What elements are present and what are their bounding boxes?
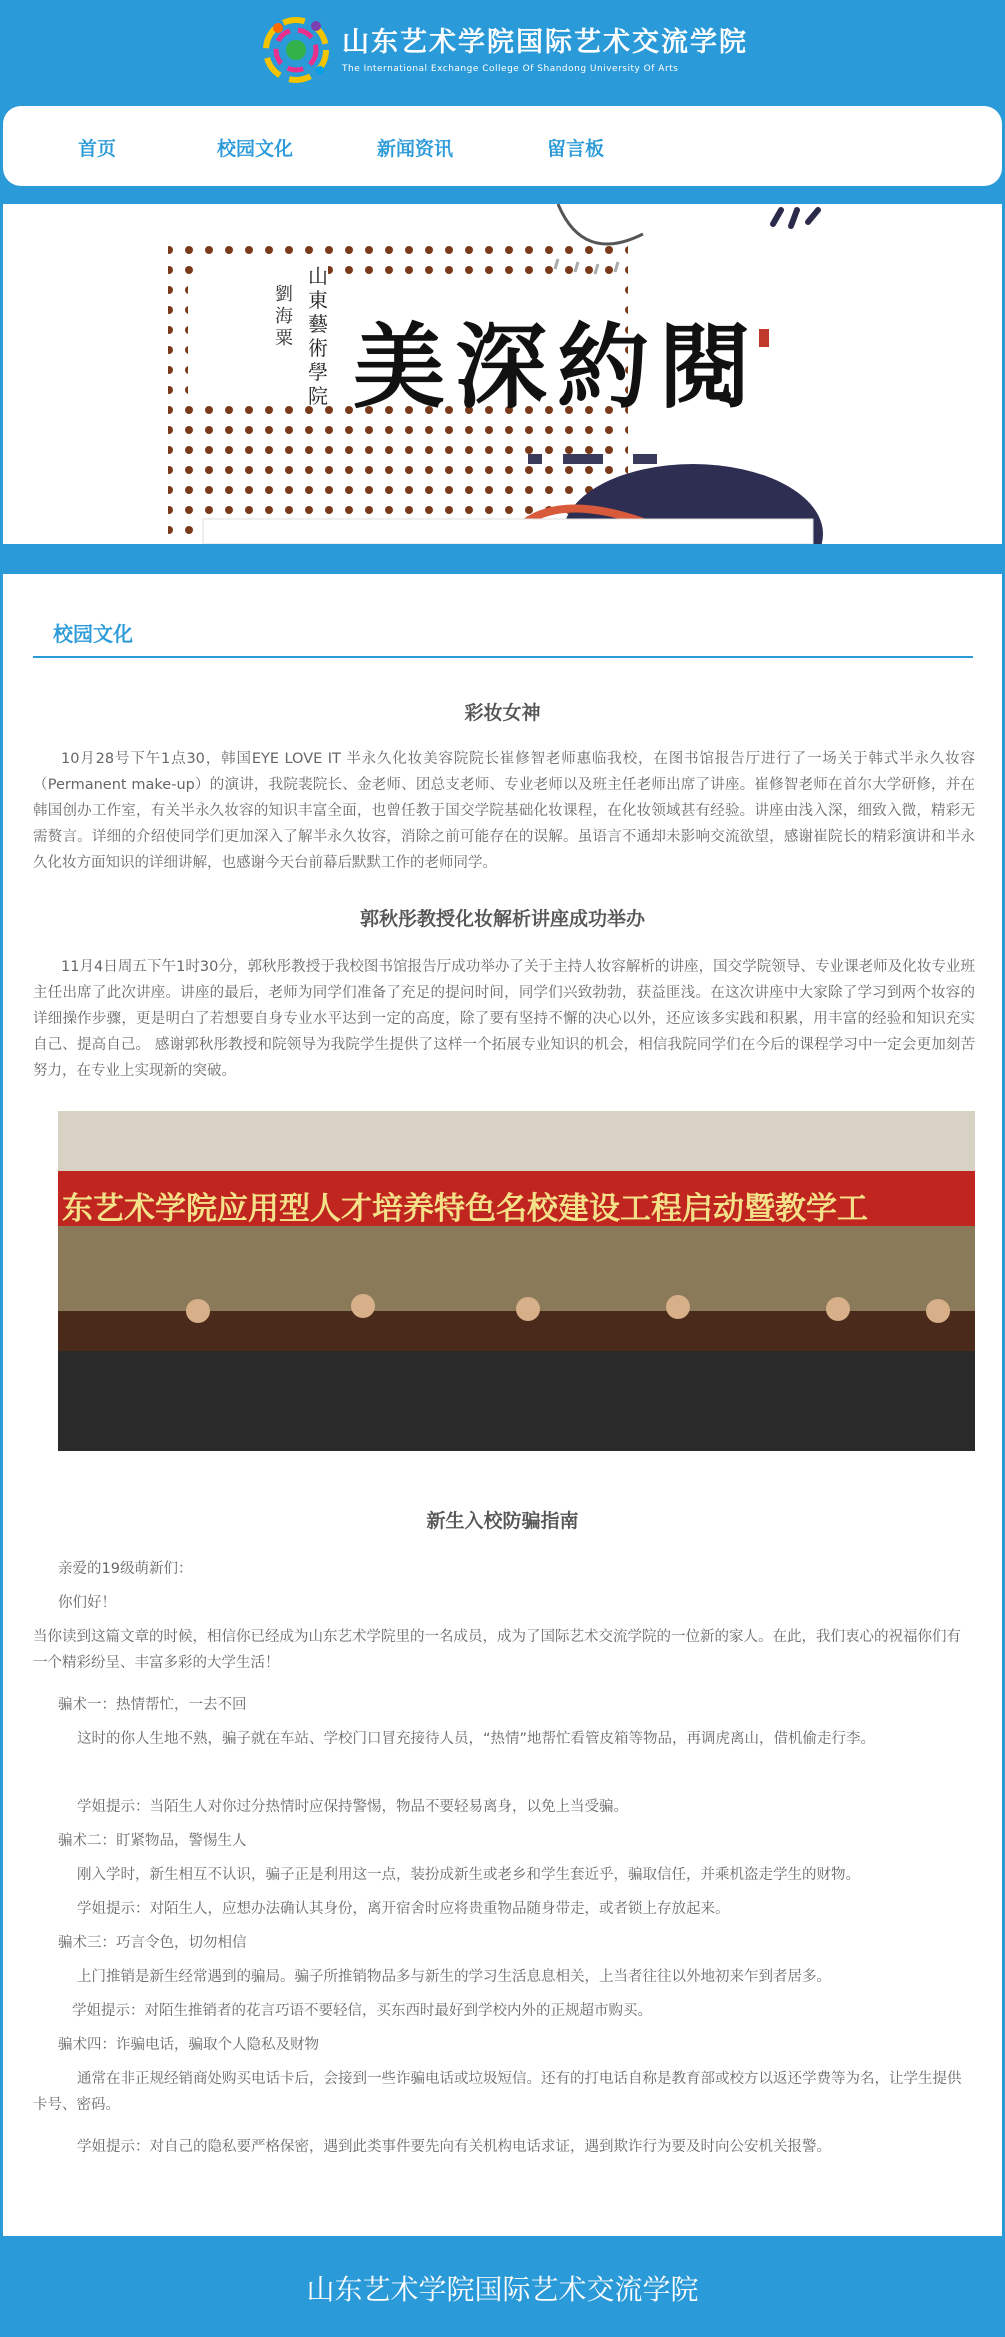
nav-message-board[interactable]: 留言板: [547, 138, 605, 160]
article-title: 新生入校防骗指南: [426, 1510, 579, 1532]
main-nav: [3, 106, 1002, 186]
article-line: 当你读到这篇文章的时候，相信你已经成为山东艺术学院里的一名成员，成为了国际艺术交流学院的一位新的家人。在此，我们衷心的祝福你们有一个精彩纷呈、丰富多彩的大学生活！: [33, 1629, 961, 1671]
article-line: 骗术四：诈骗电话，骗取个人隐私及财物: [58, 2037, 319, 2053]
site-title: 山东艺术学院国际艺术交流学院: [342, 27, 748, 58]
article-line: 你们好！: [58, 1595, 116, 1611]
section-title[interactable]: 校园文化: [53, 622, 133, 646]
banner-seal-text: 山東藝術學院: [308, 264, 328, 408]
site-header: [0, 0, 1005, 100]
banner-calligraphy: 美深約閱: [353, 313, 762, 421]
article-line: 这时的你人生地不熟，骗子就在车站、学校门口冒充接待人员，“热情”地帮忙看管皮箱等物品，再调虎离山，借机偷走行李。: [77, 1731, 876, 1747]
photo-banner-text: 东艺术学院应用型人才培养特色名校建设工程启动暨教学工: [62, 1191, 868, 1227]
article-line: 学姐提示：对自己的隐私要严格保密，遇到此类事件要先向有关机构电话求证，遇到欺诈行为要及时向公安机关报警。: [77, 2139, 831, 2155]
article-paragraph: 10月28号下午1点30，韩国EYE LOVE IT 半永久化妆美容院院长崔修智老师惠临我校，在图书馆报告厅进行了一场关于韩式半永久妆容（Permanent make-up）的演讲，我院裴院长、金老师、团总支老师、专业老师以及班主任老师出席了讲座。崔修智老师在首尔大学研修，并在韩国创办工作室，有关半永久妆容的知识丰富全面，也曾任教于国交学院基础化妆课程，在化妆领域甚有经验。讲座由浅入深，细致入微，精彩无需赘言。详细的介绍使同学们更加深入了解半永久妆容，消除之前可能存在的误解。虽语言不通却未影响交流欲望，感谢崔院长的精彩演讲和半永久化妆方面知识的详细讲解，也感谢今天台前幕后默默工作的老师同学。: [33, 751, 975, 871]
hero-banner[interactable]: [3, 204, 1002, 544]
article-title: 彩妆女神: [464, 702, 541, 724]
article-line: 上门推销是新生经常遇到的骗局。骗子所推销物品多与新生的学习生活息息相关，上当者往往以外地初来乍到者居多。: [77, 1969, 831, 1985]
article-line: 学姐提示：对陌生人，应想办法确认其身份，离开宿舍时应将贵重物品随身带走，或者锁上存放起来。: [77, 1901, 730, 1917]
article-paragraph: 11月4日周五下午1时30分，郭秋彤教授于我校图书馆报告厅成功举办了关于主持人妆容解析的讲座，国交学院领导、专业课老师及化妆专业班主任出席了此次讲座。讲座的最后，老师为同学们准备了充足的提问时间，同学们兴致勃勃，获益匪浅。在这次讲座中大家除了学习到两个妆容的详细操作步骤，更是明白了若想要自身专业水平达到一定的高度，除了要有坚持不懈的决心以外，还应该多实践和积累，用丰富的经验和知识充实自己、提高自己。 感谢郭秋彤教授和院领导为我院学生提供了这样一个拓展专业知识的机会，相信我院同学们在今后的课程学习中一定会更加刻苦努力，在专业上实现新的突破。: [33, 959, 975, 1079]
article-line: 刚入学时，新生相互不认识，骗子正是利用这一点，装扮成新生或老乡和学生套近乎，骗取信任，并乘机盗走学生的财物。: [77, 1867, 860, 1883]
logo-emblem-icon: [258, 12, 334, 88]
article-line: 骗术三：巧言令色，切勿相信: [58, 1935, 247, 1951]
footer-title: 山东艺术学院国际艺术交流学院: [306, 2273, 699, 2306]
section-header: [33, 614, 973, 658]
site-logo[interactable]: [258, 12, 758, 90]
main-content: [3, 574, 1002, 2236]
article-line: 通常在非正规经销商处购买电话卡后，会接到一些诈骗电话或垃圾短信。还有的打电话自称是教育部或校方以返还学费等为名，让学生提供卡号、密码。: [33, 2071, 962, 2113]
banner-signature: 劉海粟: [275, 284, 293, 349]
article-line: 骗术一：热情帮忙，一去不回: [58, 1697, 247, 1713]
site-subtitle: The International Exchange College Of Shandong University Of Arts: [342, 64, 679, 74]
nav-campus-culture[interactable]: 校园文化: [217, 138, 294, 160]
article-line: 亲爱的19级萌新们：: [58, 1561, 193, 1577]
meeting-photo: [58, 1111, 975, 1451]
nav-news[interactable]: 新闻资讯: [377, 138, 454, 160]
article-line: 学姐提示：对陌生推销者的花言巧语不要轻信，买东西时最好到学校内外的正规超市购买。: [72, 2003, 652, 2019]
article-title: 郭秋彤教授化妆解析讲座成功举办: [359, 908, 645, 930]
nav-home[interactable]: 首页: [78, 138, 117, 160]
meeting-photo-art: [58, 1111, 975, 1451]
site-footer: [0, 2240, 1005, 2337]
article-line: 骗术二：盯紧物品，警惕生人: [58, 1833, 247, 1849]
article-line: 学姐提示：当陌生人对你过分热情时应保持警惕，物品不要轻易离身，以免上当受骗。: [77, 1799, 628, 1815]
